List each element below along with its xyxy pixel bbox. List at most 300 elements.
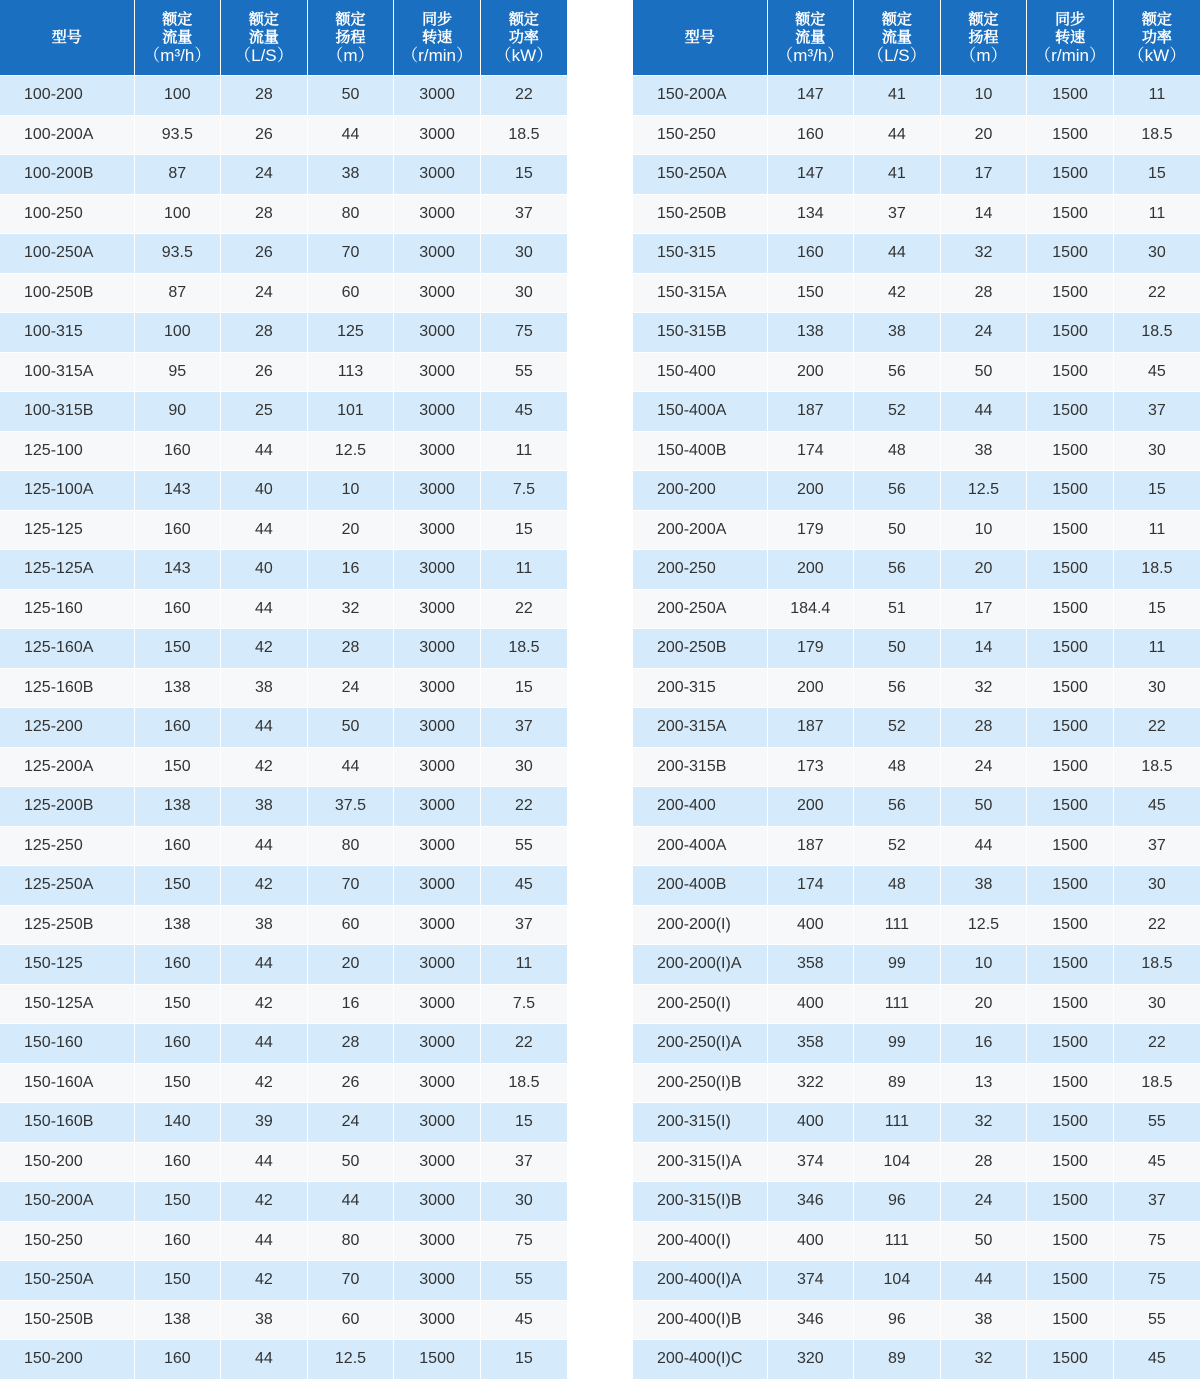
value-cell: 1500 [1027,234,1114,274]
header-line: 型号 [51,28,82,46]
table-header [633,0,1200,76]
model-cell: 125-100A [0,471,134,511]
value-cell: 28 [221,76,308,116]
value-cell: 174 [767,431,854,471]
header-line: （m） [326,45,375,65]
value-cell: 50 [940,787,1027,827]
value-cell: 1500 [1027,668,1114,708]
value-cell: 89 [854,1063,941,1103]
table-header [0,0,567,76]
value-cell: 41 [854,76,941,116]
value-cell: 15 [480,1340,567,1379]
value-cell: 75 [1113,1221,1200,1261]
table-row [0,747,567,787]
value-cell: 18.5 [1113,1063,1200,1103]
table-row [633,352,1200,392]
value-cell: 138 [134,905,221,945]
value-cell: 3000 [394,945,481,985]
value-cell: 160 [134,431,221,471]
model-cell: 200-400 [633,787,767,827]
table-row [633,431,1200,471]
value-cell: 93.5 [134,115,221,155]
value-cell: 24 [221,273,308,313]
value-cell: 22 [1113,905,1200,945]
value-cell: 3000 [394,984,481,1024]
value-cell: 18.5 [480,115,567,155]
value-cell: 3000 [394,1300,481,1340]
model-cell: 150-315 [633,234,767,274]
model-cell: 150-250 [0,1221,134,1261]
value-cell: 160 [134,1221,221,1261]
value-cell: 14 [940,194,1027,234]
table-row [633,984,1200,1024]
value-cell: 200 [767,550,854,590]
column-header [854,0,941,76]
value-cell: 44 [221,1024,308,1064]
value-cell: 374 [767,1142,854,1182]
value-cell: 70 [307,866,394,906]
table-row [633,392,1200,432]
value-cell: 22 [480,1024,567,1064]
value-cell: 28 [221,313,308,353]
table-row [633,510,1200,550]
table-row [0,668,567,708]
value-cell: 138 [134,787,221,827]
value-cell: 37 [480,905,567,945]
value-cell: 90 [134,392,221,432]
value-cell: 37 [1113,826,1200,866]
table-row [633,76,1200,116]
value-cell: 26 [221,234,308,274]
value-cell: 44 [221,1142,308,1182]
value-cell: 60 [307,905,394,945]
model-cell: 200-250B [633,629,767,669]
value-cell: 38 [307,155,394,195]
value-cell: 39 [221,1103,308,1143]
value-cell: 134 [767,194,854,234]
value-cell: 1500 [1027,1142,1114,1182]
value-cell: 26 [307,1063,394,1103]
value-cell: 400 [767,1221,854,1261]
model-cell: 200-400(I) [633,1221,767,1261]
model-cell: 150-125A [0,984,134,1024]
value-cell: 28 [940,708,1027,748]
value-cell: 1500 [1027,1024,1114,1064]
value-cell: 52 [854,392,941,432]
model-cell: 150-400B [633,431,767,471]
table-row [0,708,567,748]
value-cell: 93.5 [134,234,221,274]
value-cell: 150 [767,273,854,313]
value-cell: 48 [854,431,941,471]
value-cell: 28 [307,1024,394,1064]
value-cell: 7.5 [480,984,567,1024]
header-line: 功率 [1141,28,1172,46]
table-body [0,76,567,1379]
value-cell: 45 [480,392,567,432]
value-cell: 160 [134,510,221,550]
value-cell: 160 [767,115,854,155]
value-cell: 42 [221,1261,308,1301]
header-line: 额定 [881,10,912,28]
table-row [0,550,567,590]
table-row [633,1024,1200,1064]
value-cell: 30 [480,747,567,787]
table-row [0,1221,567,1261]
value-cell: 3000 [394,1261,481,1301]
value-cell: 18.5 [1113,550,1200,590]
value-cell: 89 [854,1340,941,1379]
header-line: 型号 [684,28,715,46]
table-row [633,155,1200,195]
model-cell: 150-250A [0,1261,134,1301]
header-line: 额定 [508,10,539,28]
table-row [0,1024,567,1064]
value-cell: 37 [1113,392,1200,432]
spec-table-left [0,0,567,1379]
value-cell: 3000 [394,1142,481,1182]
model-cell: 150-200 [0,1142,134,1182]
value-cell: 100 [134,313,221,353]
table-row [0,984,567,1024]
table-row [633,866,1200,906]
value-cell: 24 [940,313,1027,353]
value-cell: 44 [221,708,308,748]
value-cell: 24 [307,1103,394,1143]
value-cell: 44 [307,1182,394,1222]
value-cell: 38 [940,431,1027,471]
value-cell: 1500 [1027,708,1114,748]
value-cell: 12.5 [307,431,394,471]
value-cell: 160 [134,1024,221,1064]
model-cell: 125-160 [0,589,134,629]
value-cell: 55 [480,826,567,866]
column-header [767,0,854,76]
value-cell: 10 [940,945,1027,985]
value-cell: 200 [767,668,854,708]
table-row [633,708,1200,748]
value-cell: 15 [480,1103,567,1143]
header-line: （L/S） [867,45,927,65]
value-cell: 160 [767,234,854,274]
value-cell: 32 [940,668,1027,708]
value-cell: 26 [221,352,308,392]
header-line: （r/min） [1034,45,1106,65]
value-cell: 32 [307,589,394,629]
model-cell: 150-200A [0,1182,134,1222]
value-cell: 37 [480,708,567,748]
value-cell: 16 [307,984,394,1024]
table-row [633,1103,1200,1143]
table-row [0,1300,567,1340]
model-cell: 200-315(I)A [633,1142,767,1182]
column-header [1113,0,1200,76]
table-row [633,234,1200,274]
value-cell: 44 [854,115,941,155]
value-cell: 44 [307,115,394,155]
value-cell: 1500 [1027,984,1114,1024]
value-cell: 3000 [394,234,481,274]
value-cell: 3000 [394,194,481,234]
table-row [633,1261,1200,1301]
value-cell: 37 [854,194,941,234]
table-row [633,747,1200,787]
value-cell: 179 [767,510,854,550]
value-cell: 150 [134,629,221,669]
value-cell: 346 [767,1182,854,1222]
value-cell: 42 [221,747,308,787]
value-cell: 12.5 [940,471,1027,511]
value-cell: 20 [307,945,394,985]
table-row [0,866,567,906]
header-line: 功率 [508,28,539,46]
value-cell: 28 [307,629,394,669]
model-cell: 200-250 [633,550,767,590]
value-cell: 48 [854,866,941,906]
value-cell: 50 [854,629,941,669]
table-row [633,787,1200,827]
header-line: （kW） [494,45,554,65]
value-cell: 200 [767,787,854,827]
header-line: （kW） [1127,45,1187,65]
header-line: 额定 [162,10,193,28]
value-cell: 1500 [1027,194,1114,234]
value-cell: 3000 [394,471,481,511]
model-cell: 200-400A [633,826,767,866]
value-cell: 1500 [1027,945,1114,985]
value-cell: 150 [134,866,221,906]
value-cell: 37 [480,1142,567,1182]
value-cell: 3000 [394,629,481,669]
value-cell: 40 [221,550,308,590]
table-row [633,313,1200,353]
value-cell: 56 [854,471,941,511]
value-cell: 96 [854,1182,941,1222]
value-cell: 22 [1113,1024,1200,1064]
value-cell: 111 [854,1221,941,1261]
model-cell: 125-160A [0,629,134,669]
model-cell: 200-315B [633,747,767,787]
value-cell: 3000 [394,826,481,866]
value-cell: 37.5 [307,787,394,827]
value-cell: 15 [1113,589,1200,629]
table-body [633,76,1200,1379]
value-cell: 1500 [1027,787,1114,827]
value-cell: 32 [940,234,1027,274]
value-cell: 30 [1113,866,1200,906]
model-cell: 200-400B [633,866,767,906]
table-row [0,1142,567,1182]
value-cell: 30 [480,273,567,313]
value-cell: 26 [221,115,308,155]
value-cell: 1500 [1027,866,1114,906]
value-cell: 358 [767,945,854,985]
model-cell: 125-200A [0,747,134,787]
value-cell: 3000 [394,708,481,748]
model-cell: 200-400(I)A [633,1261,767,1301]
value-cell: 1500 [1027,589,1114,629]
value-cell: 1500 [1027,431,1114,471]
header-line: 同步 [1055,10,1086,28]
table-row [0,115,567,155]
model-cell: 150-125 [0,945,134,985]
model-cell: 100-200A [0,115,134,155]
value-cell: 60 [307,273,394,313]
table-row [633,629,1200,669]
value-cell: 184.4 [767,589,854,629]
table-row [0,1103,567,1143]
value-cell: 3000 [394,905,481,945]
value-cell: 30 [480,234,567,274]
value-cell: 22 [1113,273,1200,313]
header-line: 转速 [1055,28,1086,46]
value-cell: 20 [940,984,1027,1024]
table-row [633,471,1200,511]
value-cell: 150 [134,984,221,1024]
value-cell: 45 [1113,1142,1200,1182]
value-cell: 30 [1113,984,1200,1024]
value-cell: 80 [307,1221,394,1261]
value-cell: 42 [221,866,308,906]
model-cell: 150-250 [633,115,767,155]
value-cell: 1500 [1027,1340,1114,1379]
table-row [0,629,567,669]
value-cell: 56 [854,550,941,590]
value-cell: 28 [940,1142,1027,1182]
table-row [0,234,567,274]
value-cell: 75 [480,1221,567,1261]
value-cell: 101 [307,392,394,432]
table-row [0,471,567,511]
value-cell: 7.5 [480,471,567,511]
value-cell: 15 [480,668,567,708]
value-cell: 143 [134,471,221,511]
table-row [633,194,1200,234]
model-cell: 100-250B [0,273,134,313]
table-row [0,905,567,945]
value-cell: 24 [940,1182,1027,1222]
header-line: 额定 [248,10,279,28]
value-cell: 22 [1113,708,1200,748]
value-cell: 22 [480,787,567,827]
value-cell: 173 [767,747,854,787]
value-cell: 87 [134,273,221,313]
value-cell: 11 [480,431,567,471]
value-cell: 13 [940,1063,1027,1103]
model-cell: 200-250(I) [633,984,767,1024]
value-cell: 147 [767,76,854,116]
column-header [394,0,481,76]
value-cell: 100 [134,76,221,116]
value-cell: 38 [854,313,941,353]
model-cell: 125-100 [0,431,134,471]
model-cell: 150-160A [0,1063,134,1103]
value-cell: 104 [854,1261,941,1301]
model-cell: 125-200 [0,708,134,748]
value-cell: 3000 [394,115,481,155]
value-cell: 187 [767,826,854,866]
value-cell: 150 [134,1261,221,1301]
value-cell: 3000 [394,589,481,629]
value-cell: 200 [767,352,854,392]
value-cell: 38 [221,668,308,708]
column-header [134,0,221,76]
value-cell: 3000 [394,1182,481,1222]
value-cell: 1500 [1027,550,1114,590]
table-row [0,76,567,116]
value-cell: 30 [1113,234,1200,274]
value-cell: 40 [221,471,308,511]
table-row [0,313,567,353]
table-row [633,550,1200,590]
column-header [1027,0,1114,76]
value-cell: 400 [767,905,854,945]
value-cell: 42 [221,1182,308,1222]
value-cell: 1500 [1027,1063,1114,1103]
model-cell: 150-250A [633,155,767,195]
value-cell: 12.5 [940,905,1027,945]
value-cell: 17 [940,589,1027,629]
model-cell: 125-250 [0,826,134,866]
table-row [633,668,1200,708]
value-cell: 50 [307,1142,394,1182]
value-cell: 3000 [394,392,481,432]
value-cell: 87 [134,155,221,195]
table-row [633,945,1200,985]
value-cell: 160 [134,1340,221,1379]
value-cell: 18.5 [1113,313,1200,353]
value-cell: 10 [307,471,394,511]
value-cell: 32 [940,1340,1027,1379]
model-cell: 200-200(I)A [633,945,767,985]
value-cell: 160 [134,826,221,866]
value-cell: 11 [1113,194,1200,234]
model-cell: 100-200B [0,155,134,195]
header-line: 流量 [162,28,193,46]
model-cell: 150-250B [0,1300,134,1340]
value-cell: 17 [940,155,1027,195]
value-cell: 44 [854,234,941,274]
value-cell: 150 [134,1182,221,1222]
value-cell: 50 [307,708,394,748]
model-cell: 150-160 [0,1024,134,1064]
value-cell: 16 [940,1024,1027,1064]
value-cell: 111 [854,905,941,945]
table-row [633,826,1200,866]
value-cell: 160 [134,708,221,748]
value-cell: 11 [1113,510,1200,550]
table-row [0,826,567,866]
model-cell: 200-315 [633,668,767,708]
value-cell: 50 [940,352,1027,392]
model-cell: 150-315A [633,273,767,313]
value-cell: 15 [480,155,567,195]
table-row [0,392,567,432]
value-cell: 75 [1113,1261,1200,1301]
value-cell: 1500 [1027,510,1114,550]
model-cell: 125-250B [0,905,134,945]
value-cell: 174 [767,866,854,906]
model-cell: 200-315A [633,708,767,748]
value-cell: 99 [854,1024,941,1064]
table-row [633,589,1200,629]
header-line: 流量 [795,28,826,46]
value-cell: 1500 [1027,1103,1114,1143]
column-header [307,0,394,76]
value-cell: 44 [221,1340,308,1379]
table-row [0,352,567,392]
value-cell: 50 [307,76,394,116]
